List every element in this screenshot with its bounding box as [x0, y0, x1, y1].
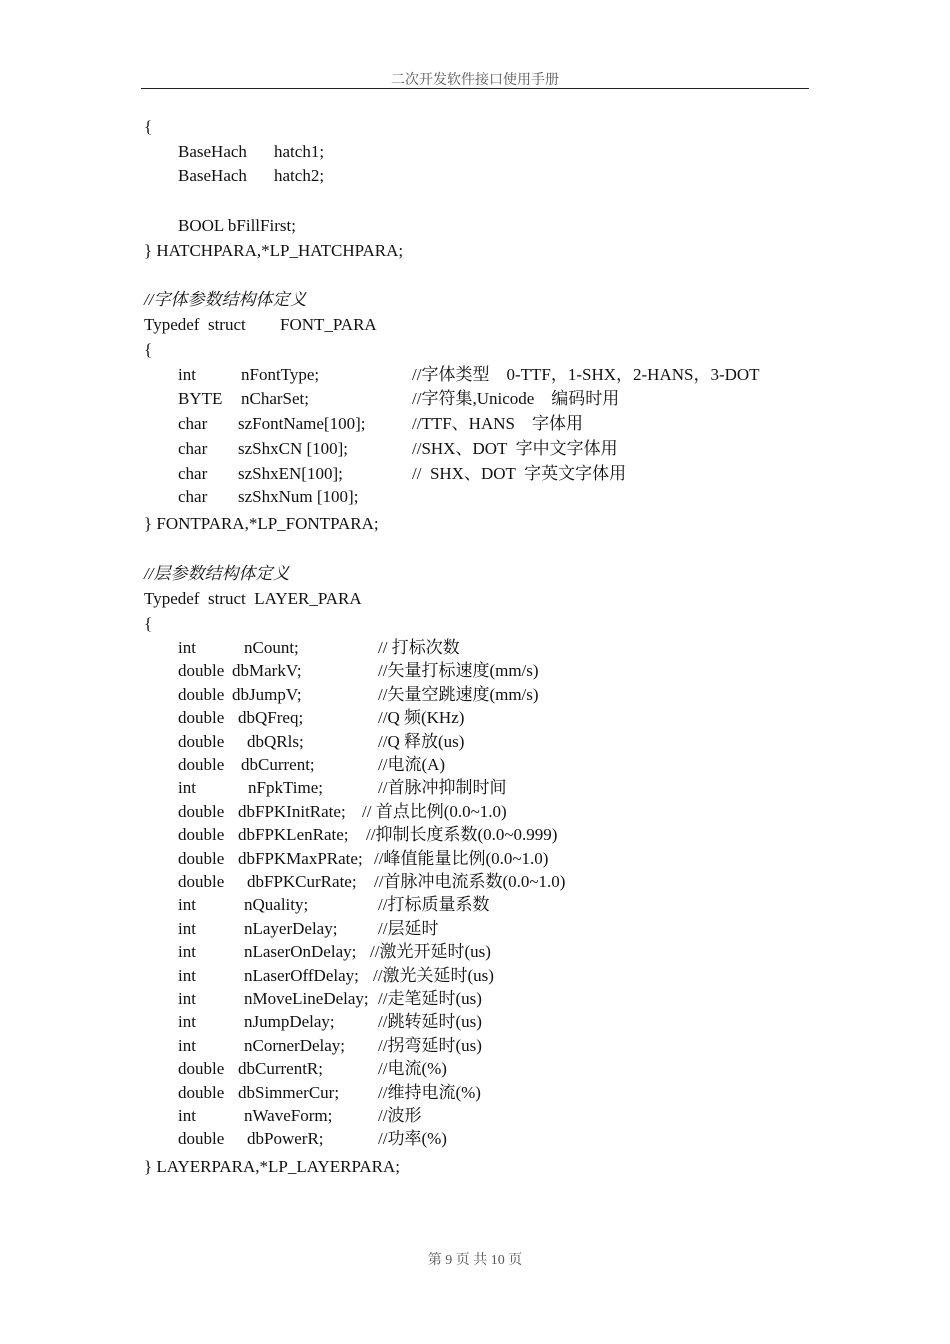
code-field: dbJumpV;	[232, 685, 302, 704]
code-type: double	[178, 755, 225, 774]
code-typedef: Typedef struct	[144, 315, 246, 334]
code-comment: //SHX、DOT 字中文字体用	[412, 439, 618, 458]
code-type: int	[178, 942, 196, 961]
code-comment: //首脉冲抑制时间	[378, 778, 507, 797]
code-brace-close: } HATCHPARA,*LP_HATCHPARA;	[144, 241, 404, 260]
code-type: BaseHach	[178, 166, 247, 185]
code-field: nFpkTime;	[248, 778, 323, 797]
code-comment: //维持电流(%)	[378, 1083, 481, 1102]
code-type: int	[178, 966, 196, 985]
code-type: int	[178, 1106, 196, 1125]
code-type: double	[178, 802, 225, 821]
code-type: int	[178, 919, 196, 938]
code-field: nWaveForm;	[244, 1106, 333, 1125]
header-title: 二次开发软件接口使用手册	[391, 73, 559, 88]
page-footer: 第 9 页 共 10 页	[427, 1253, 523, 1268]
code-comment: //跳转延时(us)	[378, 1012, 482, 1031]
code-field: hatch2;	[274, 166, 325, 185]
code-comment: // 打标次数	[378, 638, 460, 657]
code-comment: // 首点比例(0.0~1.0)	[362, 802, 507, 821]
code-field: szFontName[100];	[238, 414, 366, 433]
code-field: dbQFreq;	[238, 708, 304, 727]
code-comment: //首脉冲电流系数(0.0~1.0)	[374, 872, 566, 891]
code-field: dbCurrentR;	[238, 1059, 323, 1078]
code-comment: //抑制长度系数(0.0~0.999)	[366, 825, 558, 844]
code-comment: //电流(%)	[378, 1059, 447, 1078]
code-comment: //Q 释放(us)	[378, 732, 465, 751]
code-field: dbMarkV;	[232, 661, 302, 680]
code-comment: //功率(%)	[378, 1129, 447, 1148]
code-field: dbQRls;	[247, 732, 304, 751]
code-type: char	[178, 439, 208, 458]
code-field: dbFPKMaxPRate;	[238, 849, 363, 868]
code-field: nLaserOnDelay;	[244, 942, 357, 961]
code-type: char	[178, 414, 208, 433]
code-comment: //峰值能量比例(0.0~1.0)	[374, 849, 549, 868]
code-type: double	[178, 732, 225, 751]
code-type: double	[178, 872, 225, 891]
code-type: double	[178, 685, 225, 704]
code-type: int	[178, 778, 196, 797]
code-comment: //激光开延时(us)	[370, 942, 491, 961]
code-type: double	[178, 849, 225, 868]
code-comment: //Q 频(KHz)	[378, 708, 465, 727]
code-comment: //TTF、HANS 字体用	[412, 414, 583, 433]
code-type: double	[178, 708, 225, 727]
code-comment: //层延时	[378, 919, 439, 938]
code-field: dbCurrent;	[241, 755, 315, 774]
code-comment-heading: //层参数结构体定义	[144, 564, 290, 583]
code-field: szShxEN[100];	[238, 464, 343, 483]
code-type: int	[178, 989, 196, 1008]
code-type: int	[178, 1012, 196, 1031]
code-field: szShxNum [100];	[238, 487, 359, 506]
code-field: nCount;	[244, 638, 299, 657]
code-line: BOOL bFillFirst;	[178, 216, 296, 235]
code-comment: //字符集,Unicode 编码时用	[412, 389, 620, 408]
code-comment: //矢量空跳速度(mm/s)	[378, 685, 539, 704]
code-field: dbFPKInitRate;	[238, 802, 346, 821]
code-field: dbSimmerCur;	[238, 1083, 340, 1102]
code-comment: //电流(A)	[378, 755, 446, 774]
code-type: double	[178, 1129, 225, 1148]
code-field: hatch1;	[274, 142, 325, 161]
code-field: nLaserOffDelay;	[244, 966, 359, 985]
code-typedef: Typedef struct LAYER_PARA	[144, 589, 362, 608]
code-struct-name: FONT_PARA	[280, 315, 377, 334]
code-type: int	[178, 895, 196, 914]
code-field: nFontType;	[241, 365, 320, 384]
header-divider	[141, 88, 809, 89]
code-brace-close: } FONTPARA,*LP_FONTPARA;	[144, 514, 379, 533]
code-brace-open: {	[144, 340, 153, 359]
code-field: dbFPKLenRate;	[238, 825, 349, 844]
code-type: int	[178, 1036, 196, 1055]
code-comment: //矢量打标速度(mm/s)	[378, 661, 539, 680]
code-field: nMoveLineDelay;	[244, 989, 369, 1008]
code-type: char	[178, 464, 208, 483]
code-field: dbPowerR;	[247, 1129, 324, 1148]
code-comment: //打标质量系数	[378, 895, 490, 914]
code-field: nQuality;	[244, 895, 309, 914]
code-field: nLayerDelay;	[244, 919, 338, 938]
code-comment: // SHX、DOT 字英文字体用	[412, 464, 627, 483]
code-comment: //字体类型 0-TTF，1-SHX，2-HANS，3-DOT	[412, 365, 760, 384]
code-comment-heading: //字体参数结构体定义	[144, 290, 307, 309]
code-comment: //拐弯延时(us)	[378, 1036, 482, 1055]
code-type: double	[178, 825, 225, 844]
code-brace-close: } LAYERPARA,*LP_LAYERPARA;	[144, 1157, 400, 1176]
code-field: nCharSet;	[241, 389, 309, 408]
code-comment: //走笔延时(us)	[378, 989, 482, 1008]
code-comment: //激光关延时(us)	[373, 966, 494, 985]
code-type: int	[178, 365, 196, 384]
code-type: double	[178, 661, 225, 680]
code-field: nJumpDelay;	[244, 1012, 335, 1031]
code-type: double	[178, 1059, 225, 1078]
code-comment: //波形	[378, 1106, 422, 1125]
code-brace-open: {	[144, 117, 153, 136]
code-brace-open: {	[144, 614, 153, 633]
code-type: double	[178, 1083, 225, 1102]
code-type: char	[178, 487, 208, 506]
code-field: nCornerDelay;	[244, 1036, 346, 1055]
code-type: BYTE	[178, 389, 223, 408]
code-type: BaseHach	[178, 142, 247, 161]
code-field: szShxCN [100];	[238, 439, 349, 458]
code-field: dbFPKCurRate;	[247, 872, 357, 891]
code-type: int	[178, 638, 196, 657]
